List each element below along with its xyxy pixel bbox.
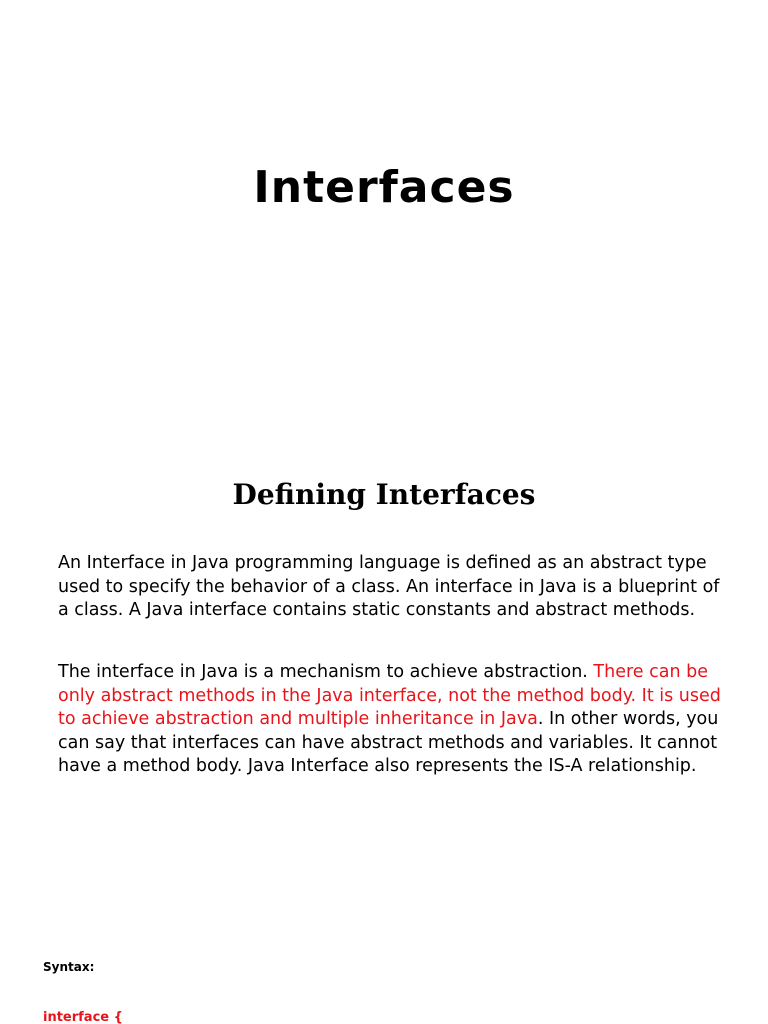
highlighted-text: There can be only abstract methods in the Java interface, not the method body. It is used to achieve abstraction and multiple inheritance in Java — [58, 662, 721, 729]
page-title: Interfaces — [253, 162, 515, 213]
paragraph-text: The interface in Java is a mechanism to achieve abstraction. — [58, 662, 594, 682]
syntax-code: interface { — [43, 1010, 123, 1024]
syntax-label: Syntax: — [43, 960, 95, 974]
paragraph-text: . In other words, you can say that interfaces can have abstract methods and variables. It cannot have a method body. Java Interface also represents the IS-A relationship. — [58, 709, 719, 776]
paragraph-abstraction — [58, 661, 728, 779]
paragraph-definition: An Interface in Java programming language is defined as an abstract type used to specify the behavior of a class. An interface in Java is a blueprint of a class. A Java interface contains static constants and abstract methods. — [58, 553, 720, 620]
section-heading: Defining Interfaces — [232, 478, 536, 511]
